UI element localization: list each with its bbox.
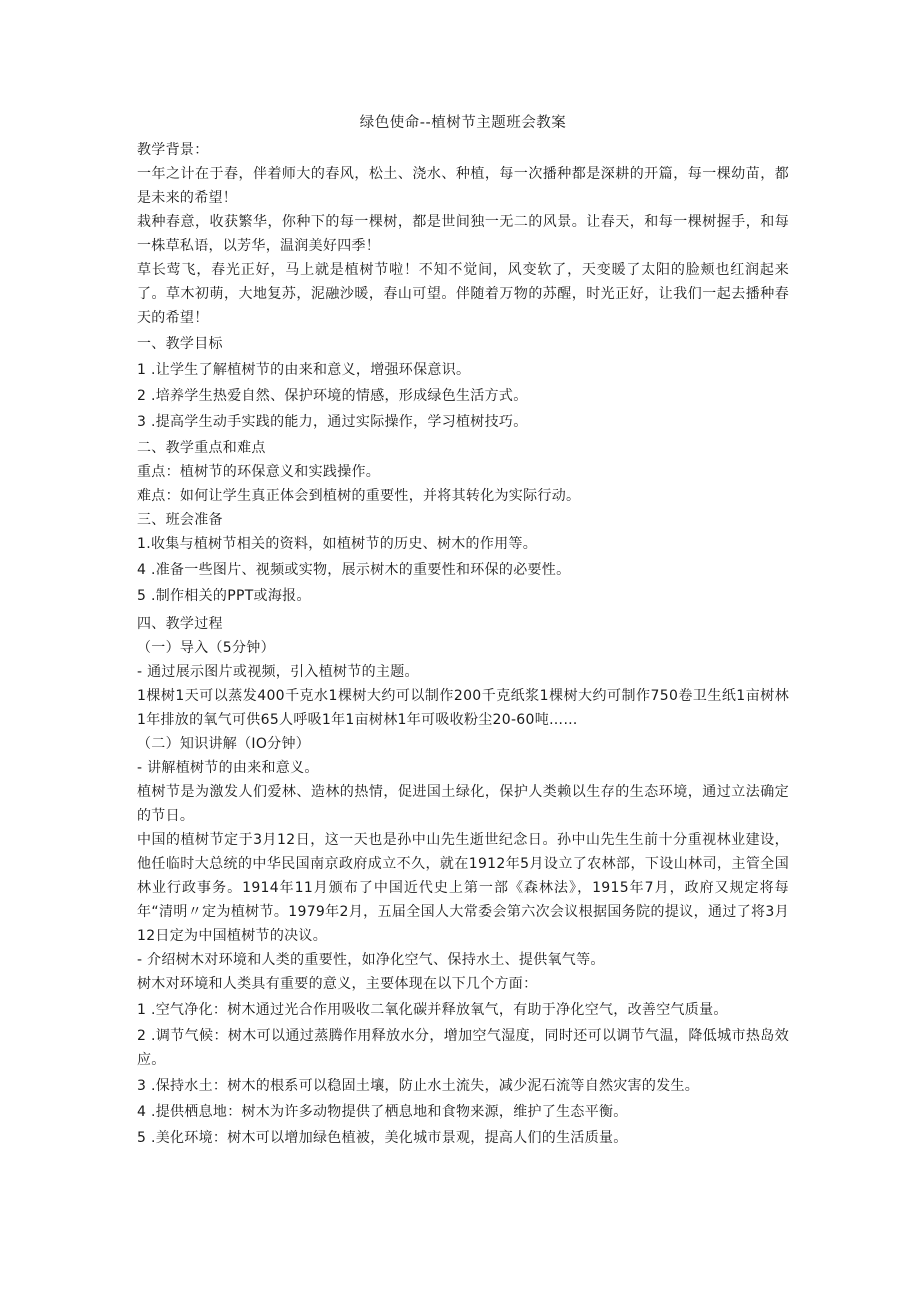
list-item: 5 .美化环境：树木可以增加绿色植被，美化城市景观，提高人们的生活质量。	[137, 1130, 628, 1146]
list-item: 1 .空气净化：树木通过光合作用吸收二氧化碳并释放氧气，有助于净化空气，改善空气质量。	[137, 1002, 728, 1018]
list-item: 3 .提高学生动手实践的能力，通过实际操作，学习植树技巧。	[137, 414, 528, 430]
section-heading: 四、教学过程	[137, 616, 223, 632]
section-heading: 一、教学目标	[137, 336, 223, 352]
paragraph: 难点：如何让学生真正体会到植树的重要性，并将其转化为实际行动。	[137, 488, 581, 504]
paragraph: 植树节是为激发人们爱林、造林的热情，促进国土绿化，保护人类赖以生存的生态环境，通过立法确定的节日。	[137, 784, 789, 824]
subsection-heading: （一）导入（5分钟）	[137, 640, 275, 656]
list-item: - 介绍树木对环境和人类的重要性，如净化空气、保持水土、提供氧气等。	[137, 952, 605, 968]
paragraph: 重点：植树节的环保意义和实践操作。	[137, 464, 381, 480]
paragraph: 中国的植树节定于3月12日，这一天也是孙中山先生逝世纪念日。孙中山先生生前十分重视林业建设，他任临时大总统的中华民国南京政府成立不久，就在1912年5月设立了农林部，下设山林司，主管全国林业行政事务。1914年11月颁布了中国近代史上第一部《森林法》，1915年7月，政府又规定将每年“清明〃定为植树节。1979年2月，五届全国人大常委会第六次会议根据国务院的提议，通过了将3月12日定为中国植树节的决议。	[137, 832, 789, 944]
document-title: 绿色使命--植树节主题班会教案	[359, 115, 567, 131]
paragraph: 1棵树1天可以蒸发400千克水1棵树大约可以制作200千克纸浆1棵树大约可制作750卷卫生纸1亩树林1年排放的氧气可供65人呼吸1年1亩树林1年可吸收粉尘20-60吨……	[137, 688, 789, 728]
paragraph: 树木对环境和人类具有重要的意义，主要体现在以下几个方面：	[137, 976, 538, 992]
list-item: - 讲解植树节的由来和意义。	[137, 760, 319, 776]
list-item: 4 .准备一些图片、视频或实物，展示树木的重要性和环保的必要性。	[137, 562, 571, 578]
section-label-background: 教学背景：	[137, 142, 209, 158]
list-item: 3 .保持水土：树木的根系可以稳固土壤，防止水土流失，减少泥石流等自然灾害的发生。	[137, 1078, 700, 1094]
list-item: 1.收集与植树节相关的资料，如植树节的历史、树木的作用等。	[137, 536, 538, 552]
list-item: 1 .让学生了解植树节的由来和意义，增强环保意识。	[137, 362, 471, 378]
list-item: - 通过展示图片或视频，引入植树节的主题。	[137, 664, 419, 680]
paragraph: 草长莺飞，春光正好，马上就是植树节啦！不知不觉间，风变软了，天变暖了太阳的脸颊也红润起来了。草木初萌，大地复苏，泥融沙暖，春山可望。伴随着万物的苏醒，时光正好，让我们一起去播种春天的希望！	[137, 262, 789, 326]
section-heading: 二、教学重点和难点	[137, 440, 266, 456]
list-item: 4 .提供栖息地：树木为许多动物提供了栖息地和食物来源，维护了生态平衡。	[137, 1104, 628, 1120]
document-body	[137, 112, 789, 1150]
list-item: 5 .制作相关的PPT或海报。	[137, 588, 311, 604]
subsection-heading: （二）知识讲解（IO分钟）	[137, 736, 311, 752]
section-heading: 三、班会准备	[137, 512, 223, 528]
paragraph: 栽种春意，收获繁华，你种下的每一棵树，都是世间独一无二的风景。让春天，和每一棵树握手，和每一株草私语，以芳华，温润美好四季！	[137, 214, 789, 254]
list-item: 2 .调节气候：树木可以通过蒸腾作用释放水分，增加空气湿度，同时还可以调节气温，降低城市热岛效应。	[137, 1028, 789, 1068]
list-item: 2 .培养学生热爱自然、保护环境的情感，形成绿色生活方式。	[137, 388, 528, 404]
paragraph: 一年之计在于春，伴着师大的春风，松土、浇水、种植，每一次播种都是深耕的开篇，每一棵幼苗，都是未来的希望！	[137, 166, 789, 206]
